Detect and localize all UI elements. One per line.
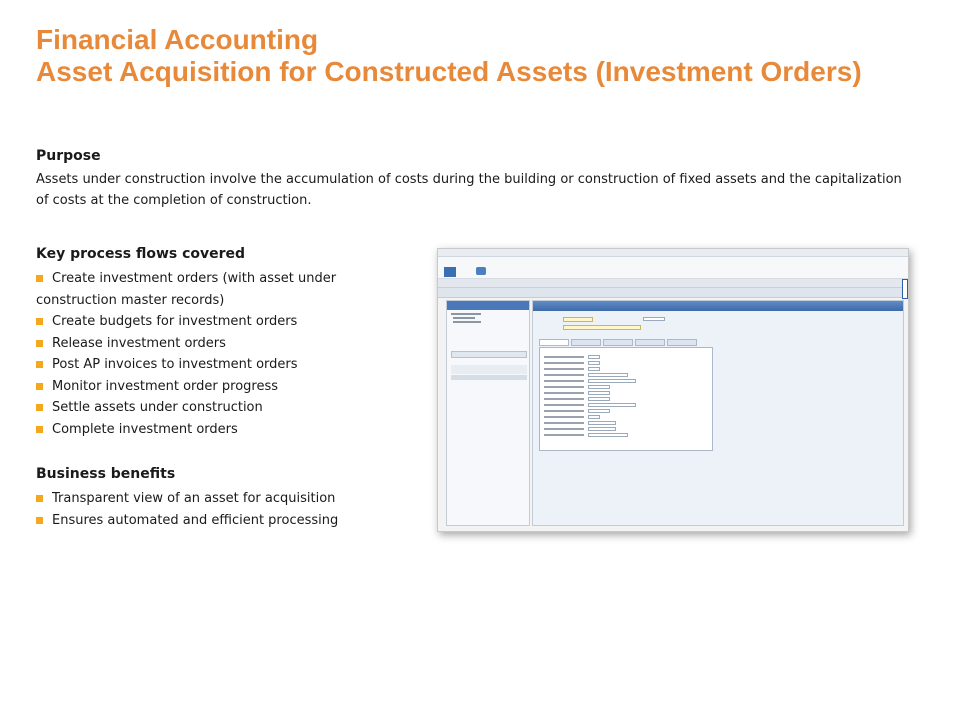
field-label <box>544 404 584 406</box>
worklist-columns <box>451 375 527 380</box>
nav-item <box>451 313 481 315</box>
benefits-heading: Business benefits <box>36 466 176 482</box>
company-code-field <box>588 355 600 359</box>
external-order-no-field <box>588 433 628 437</box>
nav-toolbar <box>451 351 527 358</box>
order-field <box>563 317 593 322</box>
sales-order-field <box>588 427 616 431</box>
main-panel <box>532 300 904 526</box>
key-flows-heading: Key process flows covered <box>36 246 246 262</box>
requesting-cctr-field <box>588 409 610 413</box>
purpose-text: Assets under construction involve the accumulation of costs during the building or construction of fixed assets and the capitalization of costs at the completion of construction. <box>36 172 902 208</box>
field-label <box>544 356 584 358</box>
list-item: Complete investment orders <box>36 419 396 441</box>
menu-bar <box>438 249 908 257</box>
bullet-square-icon <box>36 361 43 368</box>
list-item: Monitor investment order progress <box>36 376 396 398</box>
tab-strip <box>539 339 739 347</box>
personal-worklist-header <box>451 365 527 374</box>
bullet-square-icon <box>36 340 43 347</box>
bullet-square-icon <box>36 495 43 502</box>
wbs-element-field <box>588 403 636 407</box>
accounts-receivable-icon <box>476 267 486 275</box>
field-label <box>544 386 584 388</box>
bullet-square-icon <box>36 404 43 411</box>
business-area-field <box>588 361 600 365</box>
list-item: Release investment orders <box>36 333 396 355</box>
nav-item <box>453 321 481 323</box>
list-item: Create investment orders (with asset under construction master records) <box>36 271 337 308</box>
title-line-1: Financial Accounting <box>36 24 319 55</box>
field-label <box>544 422 584 424</box>
field-label <box>544 362 584 364</box>
bullet-square-icon <box>36 426 43 433</box>
launchpad-bar <box>438 257 908 279</box>
nav-item <box>453 317 475 319</box>
sap-screenshot <box>437 248 909 532</box>
plant-field <box>588 367 600 371</box>
field-label <box>544 380 584 382</box>
requesting-order-field <box>588 421 616 425</box>
tab-investments <box>667 339 697 346</box>
field-label <box>544 416 584 418</box>
field-label <box>544 428 584 430</box>
field-label <box>544 410 584 412</box>
main-header <box>533 301 903 311</box>
title-line-2: Asset Acquisition for Constructed Assets (Investment Orders) <box>36 56 862 87</box>
assignments-panel <box>539 347 713 451</box>
functional-area-field <box>588 373 628 377</box>
purpose-heading: Purpose <box>36 148 101 164</box>
list-item: Create budgets for investment orders <box>36 311 396 333</box>
tab-general-data <box>635 339 665 346</box>
side-panel-toggle <box>902 279 908 299</box>
bullet-square-icon <box>36 517 43 524</box>
slide-title <box>36 24 916 88</box>
key-flows-list <box>36 268 396 440</box>
list-item: Transparent view of an asset for acquisition <box>36 488 396 510</box>
field-label <box>544 374 584 376</box>
navigation-panel <box>446 300 530 526</box>
field-label <box>544 392 584 394</box>
nav-header <box>447 301 529 310</box>
tab-assignments <box>539 339 569 346</box>
requesting-cocode-field <box>588 415 600 419</box>
profit-center-field <box>588 385 610 389</box>
bullet-square-icon <box>36 275 43 282</box>
order-type-field <box>643 317 665 321</box>
nav-tabs-bar <box>438 279 908 288</box>
field-label <box>544 368 584 370</box>
general-ledger-icon <box>444 267 456 277</box>
field-label <box>544 398 584 400</box>
object-class-field <box>588 379 636 383</box>
description-field <box>563 325 641 330</box>
toolbar <box>438 288 908 298</box>
tab-control-data <box>571 339 601 346</box>
benefits-list <box>36 488 396 531</box>
list-item: Settle assets under construction <box>36 397 396 419</box>
bullet-square-icon <box>36 383 43 390</box>
tab-prd-end-closing <box>603 339 633 346</box>
field-label <box>544 434 584 436</box>
list-item: Ensures automated and efficient processing <box>36 510 396 532</box>
user-responsible-field <box>588 397 610 401</box>
responsible-cctr-field <box>588 391 610 395</box>
list-item: Post AP invoices to investment orders <box>36 354 396 376</box>
bullet-square-icon <box>36 318 43 325</box>
